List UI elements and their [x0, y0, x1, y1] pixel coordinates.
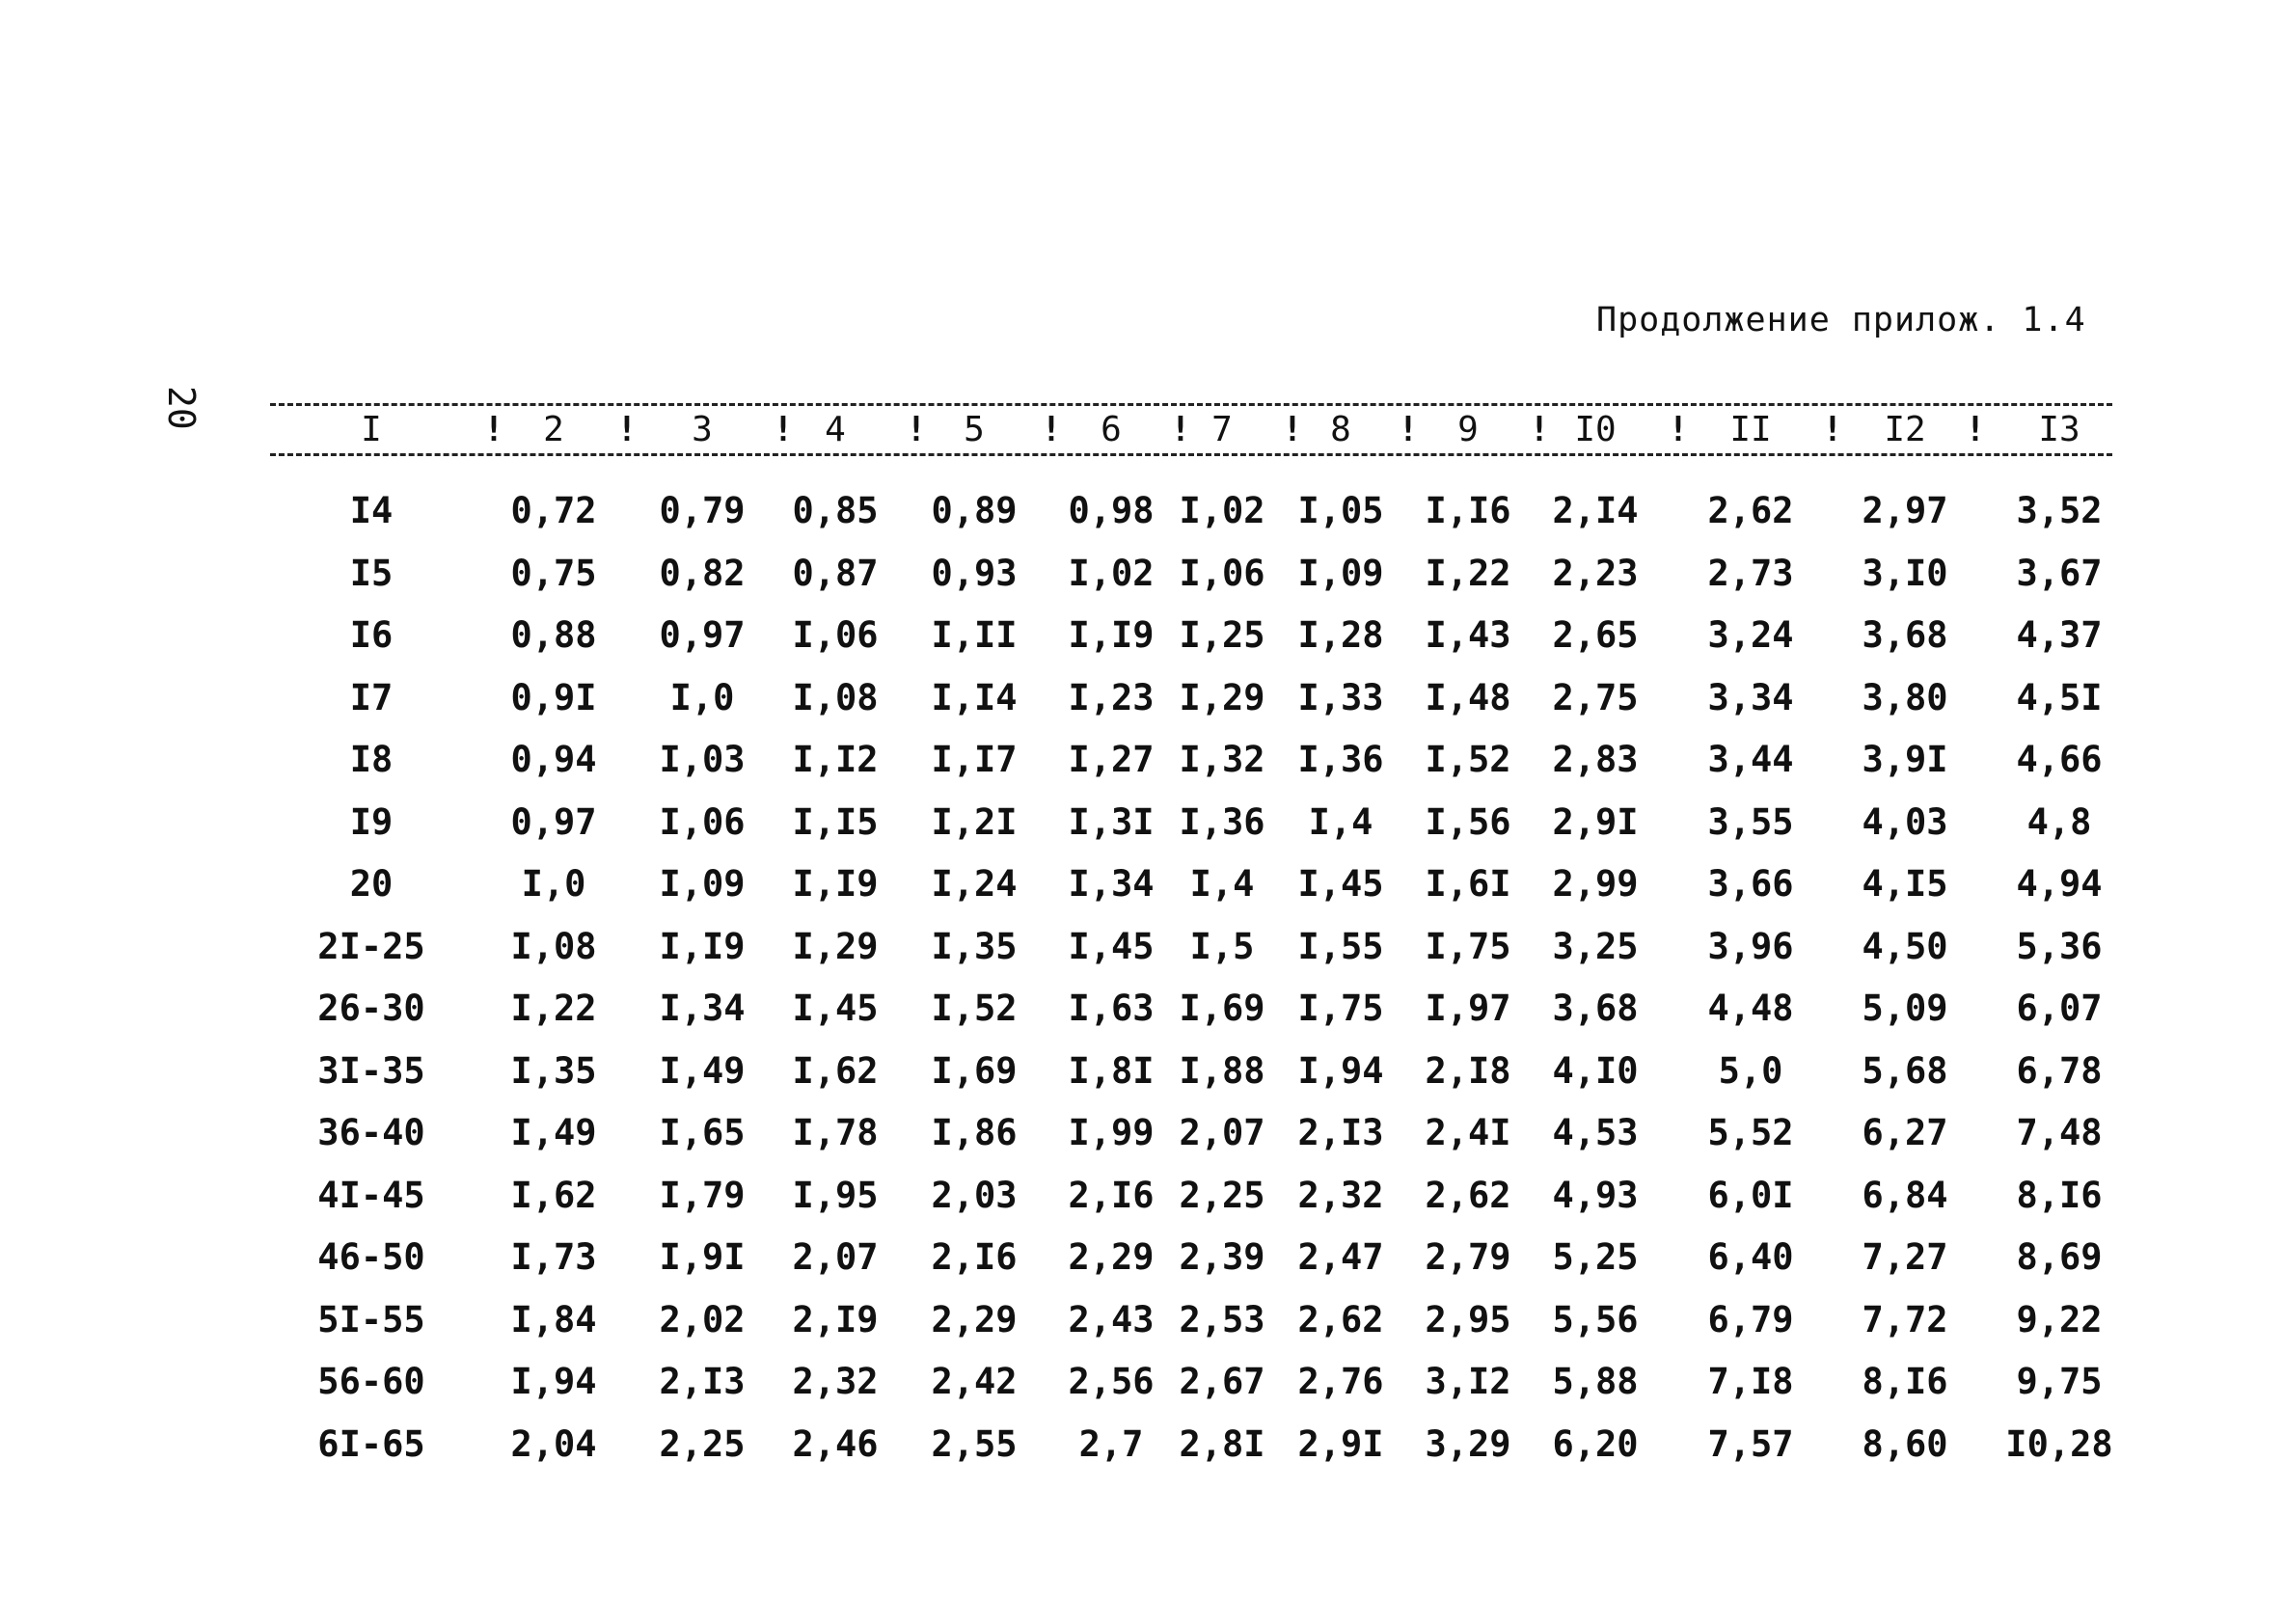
table-cell: 4,48 [1707, 988, 1794, 1029]
table-cell: I,88 [1179, 1049, 1265, 1092]
column-header: 7 [1211, 410, 1233, 449]
table-row [0, 1423, 2284, 1486]
table-cell: I,02 [1068, 552, 1155, 594]
row-label-cell: 26-30 [317, 988, 425, 1029]
table-cell: 0,82 [659, 552, 746, 594]
column-separator: ! [1398, 410, 1419, 449]
table-cell: 2,99 [1552, 863, 1639, 905]
table-cell: 3,29 [1425, 1422, 1511, 1465]
table-cell: 2,97 [1862, 490, 1948, 531]
table-cell: 0,79 [659, 490, 746, 531]
table-cell: 2,29 [1068, 1236, 1155, 1278]
table-cell: 3,68 [1552, 988, 1639, 1029]
column-header: II [1729, 410, 1772, 449]
table-cell: I,36 [1297, 739, 1384, 780]
table-row [0, 988, 2284, 1050]
table-cell: I,4 [1189, 863, 1255, 905]
table-cell: 3,96 [1707, 925, 1794, 967]
table-cell: 0,85 [792, 490, 879, 531]
column-header: I3 [2038, 410, 2080, 449]
table-cell: I,45 [1068, 925, 1155, 967]
table-cell: 4,93 [1552, 1174, 1639, 1216]
table-cell: I,55 [1297, 925, 1384, 967]
column-separator: ! [1668, 410, 1689, 449]
row-label-cell: 5I-55 [317, 1298, 425, 1340]
column-separator: ! [1282, 410, 1303, 449]
table-cell: 7,57 [1707, 1422, 1794, 1465]
table-cell: 4,50 [1862, 925, 1948, 967]
table-cell: I,I4 [931, 676, 1018, 718]
table-cell: I,02 [1179, 490, 1265, 531]
table-cell: I,75 [1425, 925, 1511, 967]
table-cell: I,24 [931, 863, 1018, 905]
table-cell: 4,I5 [1862, 863, 1948, 905]
table-cell: 5,88 [1552, 1361, 1639, 1402]
table-cell: I,56 [1425, 800, 1511, 843]
table-cell: I,I7 [931, 739, 1018, 780]
table-cell: 2,7 [1078, 1422, 1144, 1465]
column-separator: ! [483, 410, 504, 449]
column-separator: ! [1041, 410, 1062, 449]
table-cell: I,62 [792, 1049, 879, 1092]
table-cell: 0,87 [792, 552, 879, 594]
table-row [0, 1361, 2284, 1423]
table-cell: I,2I [931, 800, 1018, 843]
table-cell: I,86 [931, 1112, 1018, 1153]
column-separator: ! [1822, 410, 1843, 449]
table-cell: 2,04 [510, 1422, 597, 1465]
column-header: 9 [1457, 410, 1479, 449]
table-cell: I,97 [1425, 988, 1511, 1029]
table-cell: 6,79 [1707, 1298, 1794, 1340]
table-cell: I,08 [792, 676, 879, 718]
table-cell: 4,94 [2016, 863, 2103, 905]
table-cell: I,25 [1179, 614, 1265, 656]
table-cell: I,3I [1068, 800, 1155, 843]
table-cell: I,43 [1425, 614, 1511, 656]
table-row [0, 614, 2284, 677]
table-cell: 4,66 [2016, 739, 2103, 780]
table-cell: I,05 [1297, 490, 1384, 531]
table-cell: 0,98 [1068, 490, 1155, 531]
table-cell: I,78 [792, 1112, 879, 1153]
row-label-cell: 36-40 [317, 1112, 425, 1153]
column-separator: ! [616, 410, 638, 449]
row-label-cell: 56-60 [317, 1361, 425, 1402]
table-cell: I,34 [659, 988, 746, 1029]
table-cell: 2,25 [659, 1422, 746, 1465]
table-cell: 0,94 [510, 739, 597, 780]
table-cell: 3,44 [1707, 739, 1794, 780]
continuation-title: Продолжение прилож. 1.4 [1596, 301, 2086, 339]
table-row [0, 1299, 2284, 1362]
table-cell: I,28 [1297, 614, 1384, 656]
table-cell: 6,20 [1552, 1422, 1639, 1465]
table-cell: 2,I3 [659, 1361, 746, 1402]
table-cell: 0,93 [931, 552, 1018, 594]
column-separator: ! [1170, 410, 1191, 449]
table-cell: 8,I6 [1862, 1361, 1948, 1402]
table-cell: 9,22 [2016, 1298, 2103, 1340]
table-cell: 2,I8 [1425, 1049, 1511, 1092]
table-cell: 6,84 [1862, 1174, 1948, 1216]
table-cell: I,75 [1297, 988, 1384, 1029]
table-cell: I0,28 [2005, 1422, 2113, 1465]
table-cell: 0,72 [510, 490, 597, 531]
page-number: 20 [160, 386, 203, 430]
table-cell: 2,46 [792, 1422, 879, 1465]
table-cell: 2,9I [1552, 800, 1639, 843]
table-cell: I,73 [510, 1236, 597, 1278]
table-cell: I,35 [510, 1049, 597, 1092]
table-row [0, 801, 2284, 864]
table-row [0, 553, 2284, 615]
table-cell: I,65 [659, 1112, 746, 1153]
table-cell: I,69 [931, 1049, 1018, 1092]
column-separator: ! [906, 410, 927, 449]
table-cell: 3,9I [1862, 739, 1948, 780]
table-cell: 8,60 [1862, 1422, 1948, 1465]
table-cell: I,32 [1179, 739, 1265, 780]
table-cell: 2,73 [1707, 552, 1794, 594]
table-cell: 2,I6 [931, 1236, 1018, 1278]
table-cell: 2,32 [1297, 1174, 1384, 1216]
table-cell: I,94 [510, 1361, 597, 1402]
table-cell: 7,72 [1862, 1298, 1948, 1340]
column-header: I [361, 410, 382, 449]
column-header: 5 [964, 410, 985, 449]
table-cell: I,I9 [659, 925, 746, 967]
table-cell: 5,36 [2016, 925, 2103, 967]
table-cell: 2,07 [792, 1236, 879, 1278]
table-cell: 5,56 [1552, 1298, 1639, 1340]
table-cell: 2,55 [931, 1422, 1018, 1465]
table-cell: 3,I0 [1862, 552, 1948, 594]
table-cell: I,9I [659, 1236, 746, 1278]
table-cell: I,I9 [1068, 614, 1155, 656]
table-row [0, 1236, 2284, 1299]
table-body [0, 490, 2284, 1485]
table-cell: 2,76 [1297, 1361, 1384, 1402]
table-cell: I,34 [1068, 863, 1155, 905]
table-cell: 4,I0 [1552, 1049, 1639, 1092]
table-cell: 0,88 [510, 614, 597, 656]
table-header-bottom-rule [270, 453, 2112, 456]
column-header: I0 [1574, 410, 1617, 449]
table-cell: 2,23 [1552, 552, 1639, 594]
table-cell: I,33 [1297, 676, 1384, 718]
table-cell: I,4 [1308, 800, 1373, 843]
table-cell: I,52 [931, 988, 1018, 1029]
column-header: 6 [1101, 410, 1122, 449]
table-cell: I,95 [792, 1174, 879, 1216]
table-cell: I,I5 [792, 800, 879, 843]
row-label-cell: I9 [349, 800, 394, 843]
table-cell: 3,I2 [1425, 1361, 1511, 1402]
table-cell: 4,53 [1552, 1112, 1639, 1153]
table-cell: 6,27 [1862, 1112, 1948, 1153]
table-cell: I,08 [510, 925, 597, 967]
table-cell: 2,67 [1179, 1361, 1265, 1402]
table-cell: I,I2 [792, 739, 879, 780]
table-cell: 3,68 [1862, 614, 1948, 656]
table-cell: 2,79 [1425, 1236, 1511, 1278]
table-cell: I,45 [1297, 863, 1384, 905]
table-cell: 3,55 [1707, 800, 1794, 843]
table-cell: I,29 [1179, 676, 1265, 718]
table-cell: I,22 [1425, 552, 1511, 594]
column-separator: ! [1529, 410, 1550, 449]
table-cell: 6,78 [2016, 1049, 2103, 1092]
table-cell: I,69 [1179, 988, 1265, 1029]
table-cell: 0,75 [510, 552, 597, 594]
table-cell: 0,97 [510, 800, 597, 843]
table-cell: I,0 [669, 676, 735, 718]
table-cell: 6,0I [1707, 1174, 1794, 1216]
table-row [0, 1050, 2284, 1113]
row-label-cell: I5 [349, 552, 394, 594]
table-row [0, 739, 2284, 801]
table-cell: 2,42 [931, 1361, 1018, 1402]
table-cell: I,09 [1297, 552, 1384, 594]
table-cell: I,45 [792, 988, 879, 1029]
table-cell: I,94 [1297, 1049, 1384, 1092]
table-cell: I,99 [1068, 1112, 1155, 1153]
table-cell: 2,8I [1179, 1422, 1265, 1465]
column-header: 2 [543, 410, 564, 449]
table-cell: 2,43 [1068, 1298, 1155, 1340]
table-cell: I,II [931, 614, 1018, 656]
table-cell: 2,62 [1425, 1174, 1511, 1216]
table-cell: 2,29 [931, 1298, 1018, 1340]
row-label-cell: I4 [349, 490, 394, 531]
table-cell: I,22 [510, 988, 597, 1029]
table-header-row [0, 410, 2284, 452]
table-cell: I,23 [1068, 676, 1155, 718]
row-label-cell: 20 [349, 863, 394, 905]
table-cell: 2,I3 [1297, 1112, 1384, 1153]
table-cell: 7,27 [1862, 1236, 1948, 1278]
table-cell: 2,07 [1179, 1112, 1265, 1153]
table-cell: 2,03 [931, 1174, 1018, 1216]
table-cell: I,35 [931, 925, 1018, 967]
table-cell: I,62 [510, 1174, 597, 1216]
table-cell: I,03 [659, 739, 746, 780]
table-header-top-rule [270, 403, 2112, 406]
table-cell: 2,I9 [792, 1298, 879, 1340]
table-cell: I,52 [1425, 739, 1511, 780]
table-cell: I,49 [659, 1049, 746, 1092]
table-cell: I,84 [510, 1298, 597, 1340]
table-cell: I,09 [659, 863, 746, 905]
table-cell: 5,68 [1862, 1049, 1948, 1092]
table-cell: 2,02 [659, 1298, 746, 1340]
table-cell: 5,09 [1862, 988, 1948, 1029]
column-separator: ! [1965, 410, 1986, 449]
table-cell: I,06 [792, 614, 879, 656]
table-cell: I,0 [521, 863, 586, 905]
table-cell: 3,67 [2016, 552, 2103, 594]
column-header: 8 [1330, 410, 1351, 449]
column-header: 4 [825, 410, 846, 449]
table-cell: I,5 [1189, 925, 1255, 967]
row-label-cell: 2I-25 [317, 925, 425, 967]
table-row [0, 677, 2284, 740]
table-cell: 4,03 [1862, 800, 1948, 843]
table-row [0, 926, 2284, 988]
table-cell: 2,4I [1425, 1112, 1511, 1153]
table-cell: 3,66 [1707, 863, 1794, 905]
row-label-cell: I8 [349, 739, 394, 780]
table-cell: 2,32 [792, 1361, 879, 1402]
table-cell: 6,07 [2016, 988, 2103, 1029]
table-cell: 0,89 [931, 490, 1018, 531]
table-cell: I,8I [1068, 1049, 1155, 1092]
table-row [0, 490, 2284, 553]
table-cell: 2,62 [1707, 490, 1794, 531]
row-label-cell: 46-50 [317, 1236, 425, 1278]
column-header: I2 [1884, 410, 1926, 449]
table-cell: 2,83 [1552, 739, 1639, 780]
row-label-cell: 6I-65 [317, 1422, 425, 1465]
table-cell: I,79 [659, 1174, 746, 1216]
table-cell: I,06 [1179, 552, 1265, 594]
table-cell: 9,75 [2016, 1361, 2103, 1402]
table-cell: 3,25 [1552, 925, 1639, 967]
table-cell: 2,39 [1179, 1236, 1265, 1278]
table-cell: I,06 [659, 800, 746, 843]
row-label-cell: 4I-45 [317, 1174, 425, 1216]
table-cell: I,6I [1425, 863, 1511, 905]
table-cell: 8,I6 [2016, 1174, 2103, 1216]
table-cell: 4,37 [2016, 614, 2103, 656]
table-row [0, 863, 2284, 926]
row-label-cell: 3I-35 [317, 1049, 425, 1092]
table-cell: 4,8 [2026, 800, 2092, 843]
table-cell: I,I9 [792, 863, 879, 905]
table-cell: I,27 [1068, 739, 1155, 780]
table-cell: 0,97 [659, 614, 746, 656]
table-cell: 2,56 [1068, 1361, 1155, 1402]
table-cell: I,36 [1179, 800, 1265, 843]
table-cell: I,48 [1425, 676, 1511, 718]
table-cell: 2,9I [1297, 1422, 1384, 1465]
table-cell: 5,52 [1707, 1112, 1794, 1153]
table-cell: 2,25 [1179, 1174, 1265, 1216]
table-cell: 3,52 [2016, 490, 2103, 531]
table-cell: I,63 [1068, 988, 1155, 1029]
table-cell: 2,53 [1179, 1298, 1265, 1340]
table-cell: I,49 [510, 1112, 597, 1153]
table-cell: 2,95 [1425, 1298, 1511, 1340]
table-cell: 2,I4 [1552, 490, 1639, 531]
table-cell: 2,I6 [1068, 1174, 1155, 1216]
table-cell: 0,9I [510, 676, 597, 718]
row-label-cell: I7 [349, 676, 394, 718]
table-cell: 8,69 [2016, 1236, 2103, 1278]
table-row [0, 1112, 2284, 1175]
table-cell: 2,47 [1297, 1236, 1384, 1278]
table-cell: I,I6 [1425, 490, 1511, 531]
table-cell: 2,62 [1297, 1298, 1384, 1340]
table-cell: 7,48 [2016, 1112, 2103, 1153]
table-cell: 7,I8 [1707, 1361, 1794, 1402]
table-cell: 2,75 [1552, 676, 1639, 718]
table-cell: 3,24 [1707, 614, 1794, 656]
table-cell: 3,80 [1862, 676, 1948, 718]
table-cell: 5,25 [1552, 1236, 1639, 1278]
column-separator: ! [773, 410, 794, 449]
column-header: 3 [692, 410, 713, 449]
row-label-cell: I6 [349, 614, 394, 656]
table-cell: I,29 [792, 925, 879, 967]
table-cell: 5,0 [1718, 1049, 1783, 1092]
table-cell: 2,65 [1552, 614, 1639, 656]
table-cell: 3,34 [1707, 676, 1794, 718]
table-row [0, 1175, 2284, 1237]
table-cell: 6,40 [1707, 1236, 1794, 1278]
table-cell: 4,5I [2016, 676, 2103, 718]
